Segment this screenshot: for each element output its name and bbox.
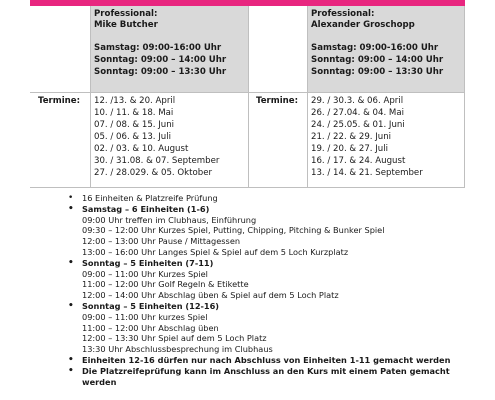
schedule-line: Sonntag: 09:00 – 13:30 Uhr (94, 67, 227, 77)
right-professional-label: Professional: (311, 9, 375, 19)
list-item: 09:30 – 12:00 Uhr Kurzes Spiel, Putting, Chipping, Pitching & Bunker Spiel (82, 225, 385, 236)
date-line: 27. / 28.029. & 05. Oktober (94, 168, 213, 178)
left-dates (94, 95, 219, 179)
list-item: • Die Platzreifeprüfung kann im Anschluss an den Kurs mit einem Paten gemacht (82, 366, 482, 377)
table-divider (30, 92, 465, 93)
table-divider (464, 6, 465, 188)
right-schedule (311, 42, 443, 78)
list-item: • 16 Einheiten & Platzreife Prüfung (82, 193, 482, 204)
right-dates (311, 95, 423, 179)
schedule-line: Sonntag: 09:00 – 13:30 Uhr (311, 67, 444, 77)
schedule-table (30, 6, 465, 188)
left-schedule (94, 42, 226, 78)
date-line: 26. / 27.04. & 04. Mai (311, 108, 404, 118)
date-line: 10. / 11. & 18. Mai (94, 108, 174, 118)
left-professional-name: Mike Butcher (94, 20, 158, 30)
list-item: • Sonntag – 5 Einheiten (7-11) (82, 258, 482, 269)
date-line: 13. / 14. & 21. September (311, 168, 423, 178)
list-item: 11:00 – 12:00 Uhr Abschlag üben (82, 322, 219, 333)
list-item: 12:00 – 13:00 Uhr Pause / Mittagessen (82, 236, 241, 247)
list-item: werden (82, 376, 117, 387)
date-line: 07. / 08. & 15. Juni (94, 120, 175, 130)
schedule-line: Samstag: 09:00-16:00 Uhr (94, 43, 222, 53)
list-item: 12:00 – 13:30 Uhr Spiel auf dem 5 Loch Platz (82, 333, 267, 344)
table-divider (307, 6, 308, 188)
date-line: 21. / 22. & 29. Juni (311, 132, 392, 142)
list-item: 09:00 – 11:00 Uhr kurzes Spiel (82, 311, 208, 322)
right-professional-name: Alexander Groschopp (311, 20, 415, 30)
date-line: 24. / 25.05. & 01. Juni (311, 120, 405, 130)
table-divider (248, 6, 249, 188)
schedule-line: Samstag: 09:00-16:00 Uhr (311, 43, 439, 53)
date-line: 29. / 30.3. & 06. April (311, 96, 404, 106)
date-line: 19. / 20. & 27. Juli (311, 144, 389, 154)
schedule-line: Sonntag: 09:00 – 14:00 Uhr (311, 55, 444, 65)
date-line: 16. / 17. & 24. August (311, 156, 406, 166)
table-divider (90, 6, 91, 188)
list-item: • Samstag – 6 Einheiten (1-6) (82, 204, 482, 215)
list-item: 13:00 – 16:00 Uhr Langes Spiel & Spiel auf dem 5 Loch Kurzplatz (82, 246, 349, 257)
schedule-line: Sonntag: 09:00 – 14:00 Uhr (94, 55, 227, 65)
left-professional-label: Professional: (94, 9, 158, 19)
list-item: 13:30 Uhr Abschlussbesprechung im Clubhaus (82, 344, 273, 355)
list-item: 11:00 – 12:00 Uhr Golf Regeln & Etikette (82, 279, 249, 290)
right-termine-label: Termine: (256, 96, 299, 106)
list-item: 09:00 Uhr treffen im Clubhaus, Einführung (82, 214, 257, 225)
list-item: • Einheiten 12-16 dürfen nur nach Abschluss von Einheiten 1-11 gemacht werden (82, 355, 482, 366)
course-details-list (82, 193, 482, 387)
date-line: 30. / 31.08. & 07. September (94, 156, 220, 166)
date-line: 05. / 06. & 13. Juli (94, 132, 172, 142)
list-item: • Sonntag – 5 Einheiten (12-16) (82, 301, 482, 312)
date-line: 12. /13. & 20. April (94, 96, 176, 106)
table-divider (30, 187, 465, 188)
list-item: 12:00 – 14:00 Uhr Abschlag üben & Spiel auf dem 5 Loch Platz (82, 290, 339, 301)
list-item: 09:00 – 11:00 Uhr Kurzes Spiel (82, 268, 208, 279)
left-termine-label: Termine: (38, 96, 81, 106)
date-line: 02. / 03. & 10. August (94, 144, 189, 154)
